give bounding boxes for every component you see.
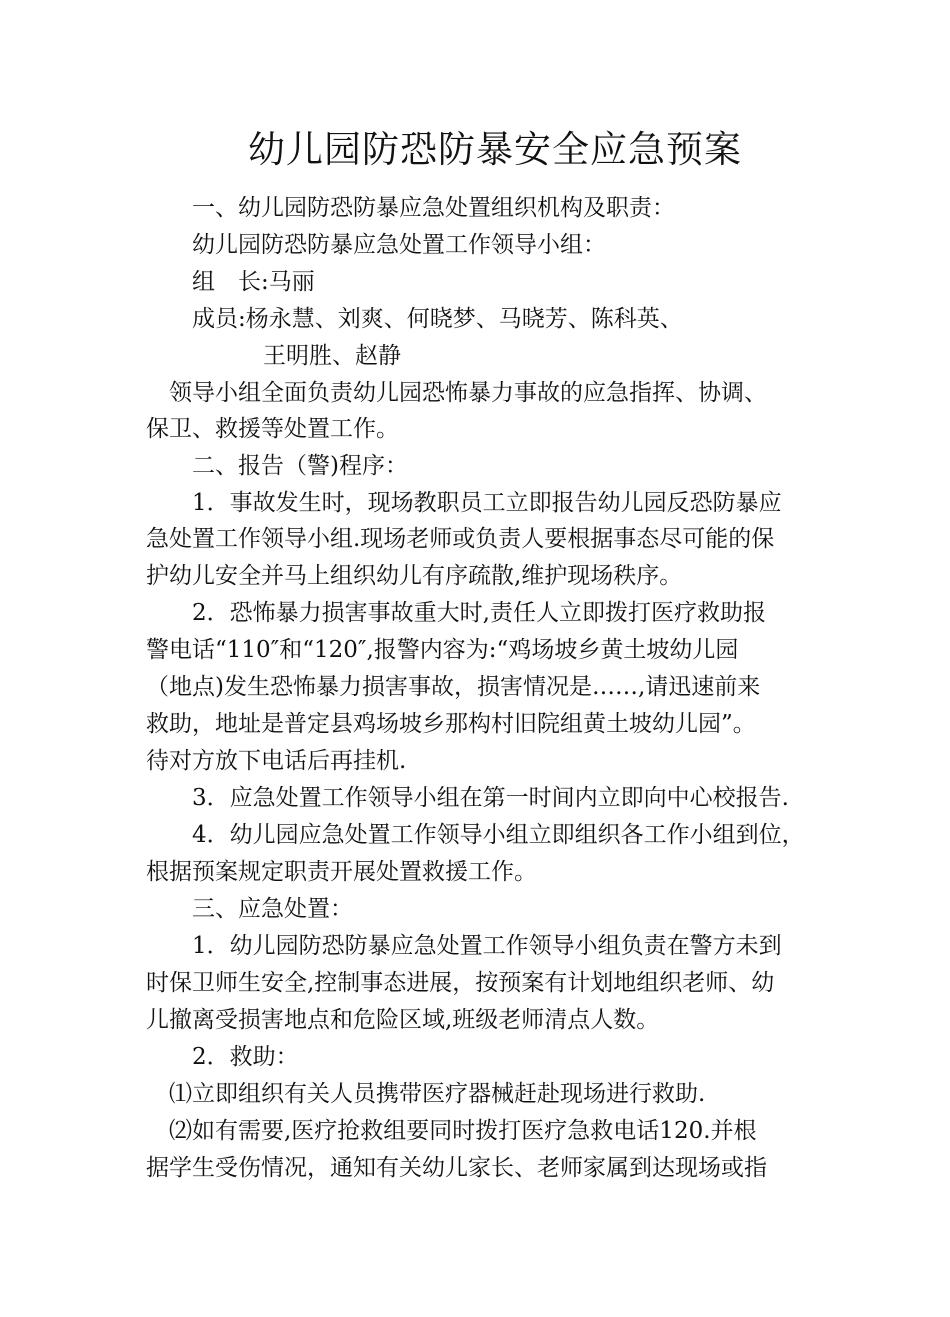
paragraph-line: 王明胜、赵静 bbox=[263, 343, 401, 369]
paragraph-line: 幼儿园防恐防暴应急处置工作领导小组： bbox=[192, 232, 606, 258]
paragraph-line: 儿撤离受损害地点和危险区域,班级老师清点人数。 bbox=[146, 1007, 660, 1033]
paragraph-line: 组 长:马丽 bbox=[192, 269, 315, 295]
section-heading-emergency: 三、应急处置： bbox=[192, 896, 353, 922]
paragraph-line: 领导小组全面负责幼儿园恐怖暴力事故的应急指挥、协调、 bbox=[169, 380, 767, 406]
paragraph-line: 急处置工作领导小组.现场老师或负责人要根据事态尽可能的保 bbox=[146, 526, 775, 552]
paragraph-line: 根据预案规定职责开展处置救援工作。 bbox=[146, 859, 537, 885]
paragraph-line: 时保卫师生安全,控制事态进展，按预案有计划地组织老师、幼 bbox=[146, 970, 775, 996]
paragraph-line: 保卫、救援等处置工作。 bbox=[146, 416, 399, 442]
document-title: 幼儿园防恐防暴安全应急预案 bbox=[248, 128, 742, 171]
paragraph-line: 成员:杨永慧、刘爽、何晓梦、马晓芳、陈科英、 bbox=[192, 306, 683, 332]
section-heading-reporting: 二、报告（警)程序： bbox=[192, 453, 408, 479]
paragraph-line: ⑴立即组织有关人员携带医疗器械赶赴现场进行救助. bbox=[169, 1081, 706, 1107]
paragraph-line: 待对方放下电话后再挂机. bbox=[146, 748, 407, 774]
paragraph-line: 2．恐怖暴力损害事故重大时,责任人立即拨打医疗救助报 bbox=[192, 600, 766, 626]
paragraph-line: （地点)发生恐怖暴力损害事故，损害情况是……,请迅速前来 bbox=[146, 674, 761, 700]
paragraph-line: 1．幼儿园防恐防暴应急处置工作领导小组负责在警方未到 bbox=[192, 933, 782, 959]
section-heading-organization: 一、幼儿园防恐防暴应急处置组织机构及职责： bbox=[192, 195, 675, 221]
paragraph-line: 2．救助： bbox=[192, 1044, 299, 1070]
paragraph-line: 护幼儿安全并马上组织幼儿有序疏散,维护现场秩序。 bbox=[146, 563, 683, 589]
paragraph-line: 救助，地址是普定县鸡场坡乡那构村旧院组黄土坡幼儿园”。 bbox=[146, 711, 756, 737]
paragraph-line: 1．事故发生时，现场教职员工立即报告幼儿园反恐防暴应 bbox=[192, 490, 782, 516]
paragraph-line: ⑵如有需要,医疗抢救组要同时拨打医疗急救电话120.并根 bbox=[169, 1118, 757, 1144]
paragraph-line: 据学生受伤情况，通知有关幼儿家长、老师家属到达现场或指 bbox=[146, 1155, 767, 1181]
paragraph-line: 4．幼儿园应急处置工作领导小组立即组织各工作小组到位， bbox=[192, 822, 805, 848]
paragraph-line: 3．应急处置工作领导小组在第一时间内立即向中心校报告. bbox=[192, 785, 789, 811]
paragraph-line: 警电话“110″和“120″,报警内容为:“鸡场坡乡黄土坡幼儿园 bbox=[146, 637, 739, 663]
